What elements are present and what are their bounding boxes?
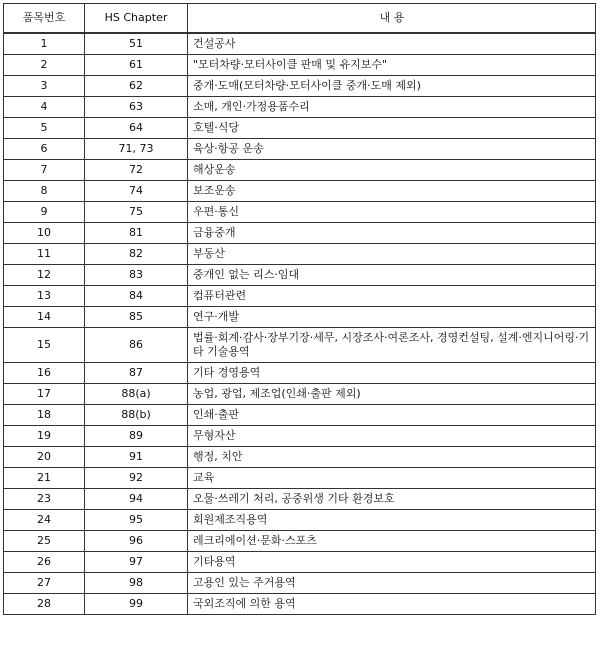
row-hs-chapter: 91 [85,447,188,468]
table-row [4,76,596,97]
row-item-number: 21 [4,468,85,489]
row-description: 오물·쓰레기 처리, 공중위생 기타 환경보호 [188,489,596,510]
row-item-number: 19 [4,426,85,447]
row-hs-chapter: 88(b) [85,405,188,426]
row-hs-chapter: 95 [85,510,188,531]
row-description: 해상운송 [188,160,596,181]
table-row [4,286,596,307]
table-row [4,531,596,552]
row-hs-chapter: 82 [85,244,188,265]
table-row [4,202,596,223]
row-hs-chapter: 88(a) [85,384,188,405]
row-item-number: 23 [4,489,85,510]
row-hs-chapter: 62 [85,76,188,97]
row-description: 중개·도매(모터차량·모터사이클 중개·도매 제외) [188,76,596,97]
row-description: 호텔·식당 [188,118,596,139]
row-item-number: 27 [4,573,85,594]
row-hs-chapter: 61 [85,55,188,76]
row-item-number: 16 [4,363,85,384]
row-item-number: 28 [4,594,85,615]
row-hs-chapter: 86 [85,328,188,363]
table-row [4,426,596,447]
table-row [4,363,596,384]
row-description: 금융중개 [188,223,596,244]
row-hs-chapter: 99 [85,594,188,615]
row-hs-chapter: 94 [85,489,188,510]
row-item-number: 1 [4,33,85,55]
row-description: 우편·통신 [188,202,596,223]
table-row [4,265,596,286]
row-item-number: 5 [4,118,85,139]
table-header-row [4,4,596,34]
row-description: 레크리에이션·문화·스포츠 [188,531,596,552]
table-row [4,139,596,160]
table-row [4,328,596,363]
row-description: 부동산 [188,244,596,265]
row-item-number: 10 [4,223,85,244]
row-hs-chapter: 98 [85,573,188,594]
row-hs-chapter: 81 [85,223,188,244]
row-item-number: 14 [4,307,85,328]
row-item-number: 3 [4,76,85,97]
table-row [4,405,596,426]
row-description: 보조운송 [188,181,596,202]
table-row [4,307,596,328]
row-description: 교육 [188,468,596,489]
row-description: 무형자산 [188,426,596,447]
row-item-number: 24 [4,510,85,531]
row-description: "모터차량·모터사이클 판매 및 유지보수" [188,55,596,76]
row-hs-chapter: 71, 73 [85,139,188,160]
row-item-number: 8 [4,181,85,202]
table-row [4,33,596,55]
table-row [4,55,596,76]
row-description: 회원제조직용역 [188,510,596,531]
row-hs-chapter: 85 [85,307,188,328]
table-row [4,573,596,594]
table-row [4,384,596,405]
row-description: 행정, 치안 [188,447,596,468]
row-item-number: 13 [4,286,85,307]
table-row [4,468,596,489]
row-item-number: 12 [4,265,85,286]
row-item-number: 7 [4,160,85,181]
row-hs-chapter: 87 [85,363,188,384]
row-item-number: 4 [4,97,85,118]
row-item-number: 6 [4,139,85,160]
table-row [4,118,596,139]
row-hs-chapter: 75 [85,202,188,223]
row-item-number: 15 [4,328,85,363]
table-row [4,594,596,615]
row-description: 농업, 광업, 제조업(인쇄·출판 제외) [188,384,596,405]
row-item-number: 11 [4,244,85,265]
row-hs-chapter: 83 [85,265,188,286]
table-row [4,181,596,202]
table-row [4,447,596,468]
table-row [4,97,596,118]
hs-chapter-table [3,3,596,615]
row-item-number: 25 [4,531,85,552]
row-item-number: 2 [4,55,85,76]
row-description: 육상·항공 운송 [188,139,596,160]
row-item-number: 18 [4,405,85,426]
table-body [4,33,596,615]
row-description: 연구·개발 [188,307,596,328]
table-row [4,552,596,573]
row-hs-chapter: 89 [85,426,188,447]
row-description: 소매, 개인·가정용품수리 [188,97,596,118]
row-item-number: 17 [4,384,85,405]
header-hs-chapter: HS Chapter [85,4,188,34]
row-description: 중개인 없는 리스·임대 [188,265,596,286]
row-hs-chapter: 96 [85,531,188,552]
table-row [4,160,596,181]
header-description: 내 용 [188,4,596,34]
row-item-number: 9 [4,202,85,223]
row-hs-chapter: 51 [85,33,188,55]
row-description: 기타 경영용역 [188,363,596,384]
row-description: 국외조직에 의한 용역 [188,594,596,615]
header-item-number: 품목번호 [4,4,85,34]
row-hs-chapter: 97 [85,552,188,573]
row-item-number: 20 [4,447,85,468]
table-row [4,223,596,244]
table-row [4,510,596,531]
table-row [4,244,596,265]
row-description: 법률·회계·감사·장부기장·세무, 시장조사·여론조사, 경영컨설팅, 설계·엔지니어링·기타 기술용역 [188,328,596,363]
row-hs-chapter: 74 [85,181,188,202]
row-description: 인쇄·출판 [188,405,596,426]
row-description: 기타용역 [188,552,596,573]
table-row [4,489,596,510]
row-description: 건설공사 [188,33,596,55]
row-hs-chapter: 64 [85,118,188,139]
row-description: 고용인 있는 주거용역 [188,573,596,594]
row-hs-chapter: 92 [85,468,188,489]
row-hs-chapter: 63 [85,97,188,118]
row-item-number: 26 [4,552,85,573]
row-description: 컴퓨터관련 [188,286,596,307]
row-hs-chapter: 72 [85,160,188,181]
row-hs-chapter: 84 [85,286,188,307]
